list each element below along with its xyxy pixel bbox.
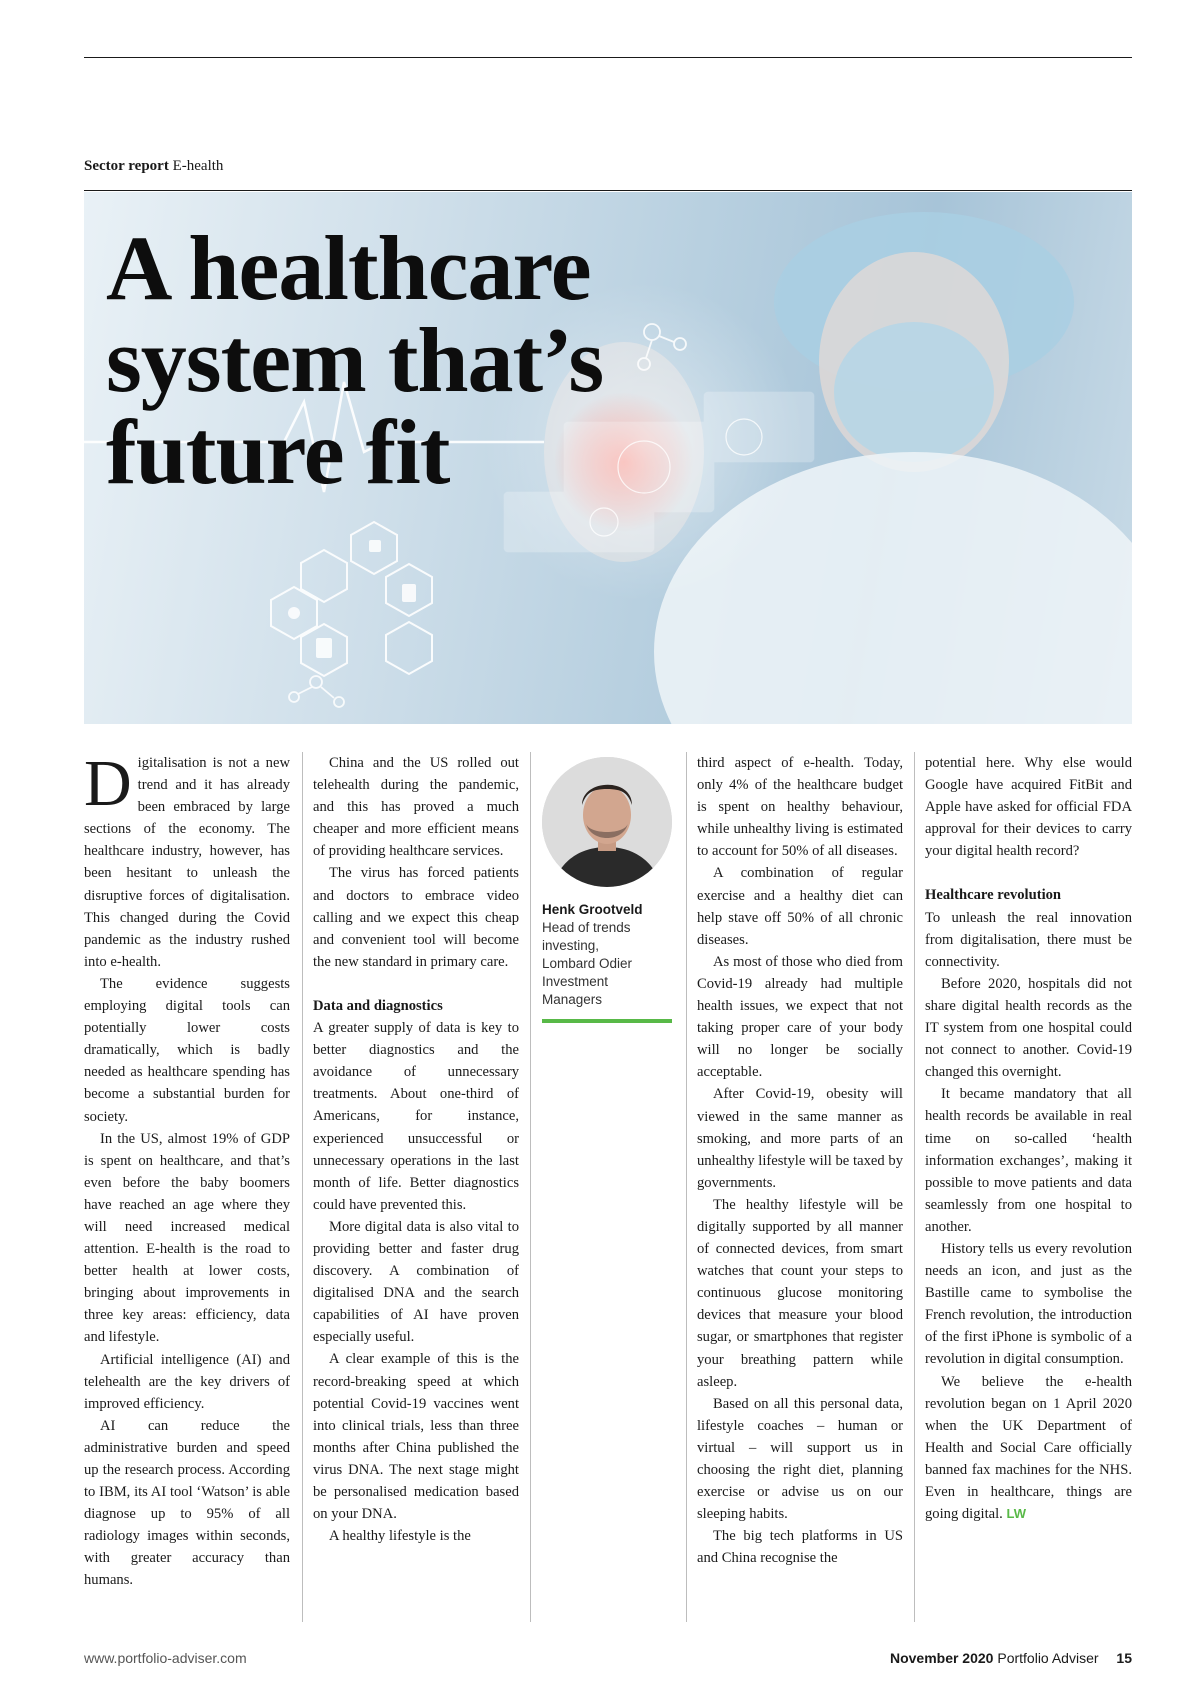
sector-label: Sector report xyxy=(84,158,169,174)
article-paragraph: The evidence suggests employing digital tools can potentially lower costs dramatically, which is badly needed as healthcare spending has become a substantial burden for society. xyxy=(84,975,290,1125)
article-column-2 xyxy=(313,752,519,1547)
end-mark: LW xyxy=(1006,1506,1026,1522)
article-paragraph: History tells us every revolution needs an icon, and just as the Bastille came to symbolise the French revolution, the introduction of the first iPhone is symbolic of a revolution in digital consumption. xyxy=(925,1240,1132,1368)
author-role-line: investing, xyxy=(542,938,600,953)
article-paragraph: Based on all this personal data, lifestyle coaches – human or virtual – will support us in choosing the right diet, planning exercise or advise us on our sleeping habits. xyxy=(697,1395,903,1523)
author-profile xyxy=(542,757,672,1023)
article-paragraph: After Covid-19, obesity will viewed in the same manner as smoking, and more parts of an unhealthy lifestyle will be taxed by governments. xyxy=(697,1086,903,1191)
section-rule xyxy=(84,190,1132,191)
article-paragraph: AI can reduce the administrative burden and speed up the research process. According to IBM, its AI tool ‘Watson’ is able diagnose up to 95% of all radiology images within seconds, with greater accuracy than humans. xyxy=(84,1417,290,1589)
footer-publication: Portfolio Adviser xyxy=(997,1650,1099,1666)
avatar xyxy=(542,757,672,887)
article-paragraph: A clear example of this is the record-breaking speed at which potential Covid-19 vaccines went into clinical trials, less than three months after China published the virus DNA. The next stage might be personalised medication based on your DNA. xyxy=(313,1351,519,1523)
article-column-1 xyxy=(84,747,290,1592)
headline xyxy=(106,217,604,503)
article-paragraph: potential here. Why else would Google have acquired FitBit and Apple have asked for official FDA approval for their devices to carry your digital health record? xyxy=(925,755,1132,860)
article-paragraph: third aspect of e-health. Today, only 4% of the healthcare budget is spent on healthy behaviour, while unhealthy living is estimated to account for 50% of all diseases. xyxy=(697,755,903,860)
article-paragraph: A combination of regular exercise and a healthy diet can help stave off 50% of all chronic diseases. xyxy=(697,865,903,948)
author-name: Henk Grootveld xyxy=(542,902,643,917)
column-divider xyxy=(530,752,531,1622)
page-number: 15 xyxy=(1116,1650,1132,1666)
author-role-line: Investment xyxy=(542,974,609,989)
article-paragraph: Artificial intelligence (AI) and telehealth are the key drivers of improved efficiency. xyxy=(84,1351,290,1412)
top-rule xyxy=(84,57,1132,58)
article-paragraph: To unleash the real innovation from digitalisation, there must be connectivity. xyxy=(925,909,1132,970)
footer-url: www.portfolio-adviser.com xyxy=(84,1650,247,1666)
author-role-line: Head of trends xyxy=(542,920,631,935)
column-divider xyxy=(914,752,915,1622)
headline-line: A healthcare xyxy=(106,217,591,319)
accent-bar xyxy=(542,1019,672,1023)
sector-topic: E-health xyxy=(172,158,224,174)
article-paragraph: We believe the e-health revolution began on 1 April 2020 when the UK Department of Health and Social Care officially banned fax machines for the NHS. Even in healthcare, things are going digital. LW xyxy=(925,1373,1132,1523)
article-column-5 xyxy=(925,752,1132,1525)
subheading-data-diagnostics: Data and diagnostics xyxy=(313,997,443,1014)
article-paragraph: A greater supply of data is key to better diagnostics and the avoidance of unnecessary treatments. About one-third of Americans, for instance, experienced unsuccessful or unnecessary operations in the last month of life. Better diagnostics could have prevented this. xyxy=(313,1020,519,1213)
hero-image xyxy=(84,192,1132,724)
article-column-4 xyxy=(697,752,903,1569)
subheading-healthcare-revolution: Healthcare revolution xyxy=(925,887,1062,904)
author-role-line: Lombard Odier xyxy=(542,956,633,971)
footer-issue-info xyxy=(890,1650,1132,1666)
article-paragraph: A healthy lifestyle is the xyxy=(329,1528,471,1545)
section-label xyxy=(84,158,223,175)
headline-line: system that’s xyxy=(106,309,604,411)
article-paragraph: In the US, almost 19% of GDP is spent on healthcare, and that’s even before the baby boomers have reached an age where they will need increased medical attention. E-health is the road to better health at lower costs, bringing about improvements in three key areas: efficiency, data and lifestyle. xyxy=(84,1130,290,1346)
article-paragraph: It became mandatory that all health records be available in real time on so-called ‘health information exchanges’, making it possible to move patients and data seamlessly from one hospital to another. xyxy=(925,1086,1132,1235)
article-paragraph: More digital data is also vital to providing better and faster drug discovery. A combination of digitalised DNA and the search capabilities of AI have proven especially useful. xyxy=(313,1218,519,1346)
headline-line: future fit xyxy=(106,401,450,503)
article-paragraph: The virus has forced patients and doctors to embrace video calling and we expect this cheap and convenient tool will become the new standard in primary care. xyxy=(313,865,519,970)
article-paragraph: The healthy lifestyle will be digitally supported by all manner of connected devices, from smart watches that count your steps to continuous glucose monitoring devices that measure your blood sugar, or smartphones that register your breathing pattern while asleep. xyxy=(697,1196,903,1390)
article-paragraph: Digitalisation is not a new trend and it has already been embraced by large sections of the economy. The healthcare industry, however, has been hesitant to unleash the disruptive forces of digitalisation. This changed during the Covid pandemic as the industry rushed into e-health. xyxy=(84,747,290,970)
article-paragraph: China and the US rolled out telehealth during the pandemic, and this has proved a much cheaper and more efficient means of providing healthcare services. xyxy=(313,755,519,860)
article-paragraph: The big tech platforms in US and China recognise the xyxy=(697,1528,903,1567)
article-paragraph: As most of those who died from Covid-19 already had multiple health issues, we expect that not taking proper care of your body will no longer be socially acceptable. xyxy=(697,953,903,1081)
author-photo xyxy=(542,757,672,887)
footer-issue: November 2020 xyxy=(889,1650,994,1666)
column-divider xyxy=(686,752,687,1622)
author-role-line: Managers xyxy=(542,992,603,1007)
column-divider xyxy=(302,752,303,1622)
article-paragraph: Before 2020, hospitals did not share digital health records as the IT system from one hospital could not connect to another. Covid-19 changed this overnight. xyxy=(925,975,1132,1081)
drop-cap: D xyxy=(84,747,132,820)
